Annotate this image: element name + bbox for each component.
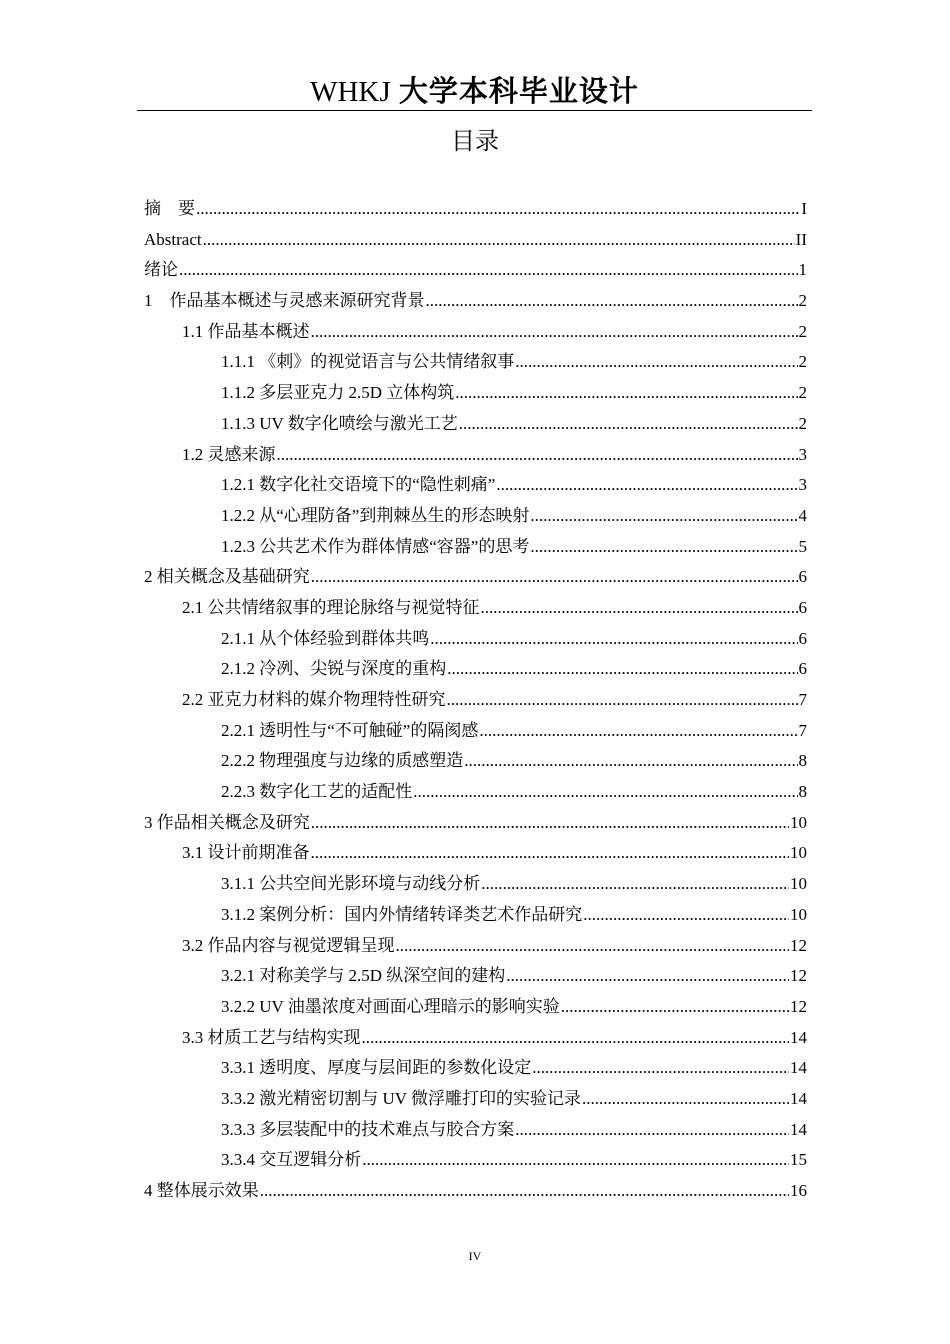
toc-entry-page: 6 [798,659,807,679]
toc-entry[interactable] [144,562,807,593]
toc-entry-label: 3.3.1 透明度、厚度与层间距的参数化设定 [221,1058,532,1078]
toc-entry[interactable] [144,1115,807,1146]
dot-leader [447,654,797,685]
toc-entry[interactable] [144,440,807,471]
header-title: 大学本科毕业设计 [398,76,639,108]
toc-entry-page: 7 [798,690,807,709]
dot-leader [311,808,789,839]
toc-entry-label: 1.2 灵感来源 [182,444,276,464]
running-header [137,74,812,110]
toc-entry[interactable] [144,1084,807,1115]
dot-leader [179,255,798,286]
toc-entry-page: 2 [798,352,807,372]
toc-entry-label: 4 整体展示效果 [144,1181,259,1200]
toc-entry[interactable] [144,378,807,409]
table-of-contents [144,194,807,1207]
toc-entry[interactable] [144,470,807,501]
toc-entry[interactable] [144,409,807,440]
toc-entry-label: 1.1.1 《刺》的视觉语言与公共情绪叙事 [221,352,515,372]
header-latin: WHKJ [310,76,391,108]
toc-entry-page: 8 [798,751,807,771]
toc-entry[interactable] [144,746,807,777]
toc-entry-page: 3 [798,444,807,464]
toc-entry[interactable] [144,1145,807,1176]
toc-entry-label: 2.1.2 冷冽、尖锐与深度的重构 [221,659,447,679]
dot-leader [277,440,798,471]
toc-entry-label: 3.1.2 案例分析：国内外情绪转译类艺术作品研究 [221,904,583,924]
toc-entry[interactable] [144,716,807,747]
header-rule [137,110,812,111]
toc-entry[interactable] [144,838,807,869]
toc-entry[interactable] [144,286,807,317]
toc-entry-page: 8 [798,782,807,802]
dot-leader [362,1023,790,1054]
toc-entry[interactable] [144,685,807,716]
toc-entry-page: 3 [798,475,807,495]
toc-entry-label: 1.1.2 多层亚克力 2.5D 立体构筑 [221,383,455,403]
dot-leader [413,777,797,808]
toc-entry[interactable] [144,593,807,624]
toc-entry-label: 3.3.3 多层装配中的技术难点与胶合方案 [221,1119,515,1139]
toc-entry-page: 16 [790,1181,807,1200]
toc-entry-page: 12 [790,966,807,986]
toc-entry-page: 14 [790,1027,807,1047]
dot-leader [481,593,798,624]
toc-entry-label: 1.2.3 公共艺术作为群体情感“容器”的思考 [221,536,530,556]
toc-entry[interactable] [144,347,807,378]
dot-leader [459,409,798,440]
page-number: IV [468,1249,482,1263]
toc-entry-label: 2.2.1 透明性与“不可触碰”的隔阂感 [221,720,479,740]
toc-entry-page: 2 [798,321,807,341]
dot-leader [430,624,797,655]
dot-leader [530,501,797,532]
toc-entry-page: 14 [790,1088,807,1108]
dot-leader [311,838,790,869]
dot-leader [196,194,800,225]
toc-entry-page: 15 [790,1150,807,1170]
toc-entry-label: 3.2.2 UV 油墨浓度对画面心理暗示的影响实验 [221,996,560,1016]
dot-leader [583,900,789,931]
dot-leader [530,532,797,563]
toc-entry-label: 3.3.2 激光精密切割与 UV 微浮雕打印的实验记录 [221,1088,581,1108]
toc-entry-label: 3.3 材质工艺与结构实现 [182,1027,361,1047]
dot-leader [464,746,797,777]
toc-entry-label: 2 相关概念及基础研究 [144,567,310,587]
dot-leader [561,992,789,1023]
dot-leader [506,961,789,992]
dot-leader [479,716,797,747]
toc-entry-page: 4 [798,505,807,525]
toc-entry[interactable] [144,255,807,286]
dot-leader [362,1145,789,1176]
toc-entry-label: 1.1.3 UV 数字化喷绘与激光工艺 [221,413,458,433]
toc-entry[interactable] [144,808,807,839]
toc-title: 目录 [451,127,499,155]
toc-entry-page: 14 [790,1058,807,1078]
toc-entry-page: 2 [798,413,807,433]
toc-entry-label: 3.1.1 公共空间光影环境与动线分析 [221,874,481,894]
toc-entry-label: 3.1 设计前期准备 [182,843,310,863]
dot-leader [260,1176,789,1207]
toc-entry-page: 10 [790,843,807,863]
toc-entry[interactable] [144,624,807,655]
toc-entry-page: 12 [790,935,807,955]
dot-leader [515,1115,789,1146]
toc-entry-page: 2 [798,291,807,311]
toc-entry-page: 6 [798,628,807,648]
dot-leader [311,562,798,593]
toc-entry-page: 7 [798,720,807,740]
toc-entry[interactable] [144,501,807,532]
toc-entry[interactable] [144,992,807,1023]
toc-entry-page: I [801,199,807,218]
toc-entry-page: 12 [790,996,807,1016]
toc-entry-page: 2 [798,383,807,403]
toc-entry-page: 10 [790,874,807,894]
toc-entry[interactable] [144,317,807,348]
dot-leader [426,286,798,317]
dot-leader [396,931,790,962]
dot-leader [447,685,798,716]
toc-entry-page: II [795,229,807,249]
toc-entry[interactable] [144,654,807,685]
toc-entry-label: 摘 要 [144,199,195,218]
toc-entry-label: 3 作品相关概念及研究 [144,812,310,832]
toc-entry-label: 1 作品基本概述与灵感来源研究背景 [144,291,425,311]
toc-entry[interactable] [144,900,807,931]
dot-leader [496,470,797,501]
toc-entry[interactable] [144,961,807,992]
dot-leader [203,225,795,256]
dot-leader [582,1084,789,1115]
toc-entry-page: 10 [790,812,807,832]
toc-entry-page: 6 [798,597,807,617]
toc-entry[interactable] [144,869,807,900]
toc-entry-label: 1.1 作品基本概述 [182,321,310,341]
toc-entry-label: 2.1 公共情绪叙事的理论脉络与视觉特征 [182,597,480,617]
toc-entry-label: 2.2 亚克力材料的媒介物理特性研究 [182,690,446,709]
toc-entry[interactable] [144,931,807,962]
toc-entry-label: 绪论 [144,260,178,280]
dot-leader [455,378,797,409]
toc-entry-label: 2.2.2 物理强度与边缘的质感塑造 [221,751,464,771]
toc-entry-label: 2.2.3 数字化工艺的适配性 [221,782,413,802]
dot-leader [515,347,797,378]
toc-entry[interactable] [144,532,807,563]
toc-entry-label: 1.2.2 从“心理防备”到荆棘丛生的形态映射 [221,505,530,525]
toc-entry-page: 6 [798,567,807,587]
toc-entry[interactable] [144,225,807,256]
toc-entry-page: 14 [790,1119,807,1139]
toc-entry-label: 3.2 作品内容与视觉逻辑呈现 [182,935,395,955]
toc-entry[interactable] [144,1176,807,1207]
toc-entry[interactable] [144,194,807,225]
toc-entry-label: Abstract [144,229,202,249]
toc-entry-page: 10 [790,904,807,924]
toc-entry[interactable] [144,777,807,808]
dot-leader [532,1053,789,1084]
toc-entry-page: 1 [798,260,807,280]
toc-entry[interactable] [144,1023,807,1054]
toc-entry-page: 5 [798,536,807,556]
toc-entry-label: 3.2.1 对称美学与 2.5D 纵深空间的建构 [221,966,506,986]
dot-leader [311,317,798,348]
toc-entry-label: 1.2.1 数字化社交语境下的“隐性刺痛” [221,475,496,495]
dot-leader [481,869,789,900]
toc-entry-label: 2.1.1 从个体经验到群体共鸣 [221,628,430,648]
toc-entry-label: 3.3.4 交互逻辑分析 [221,1150,362,1170]
toc-entry[interactable] [144,1053,807,1084]
